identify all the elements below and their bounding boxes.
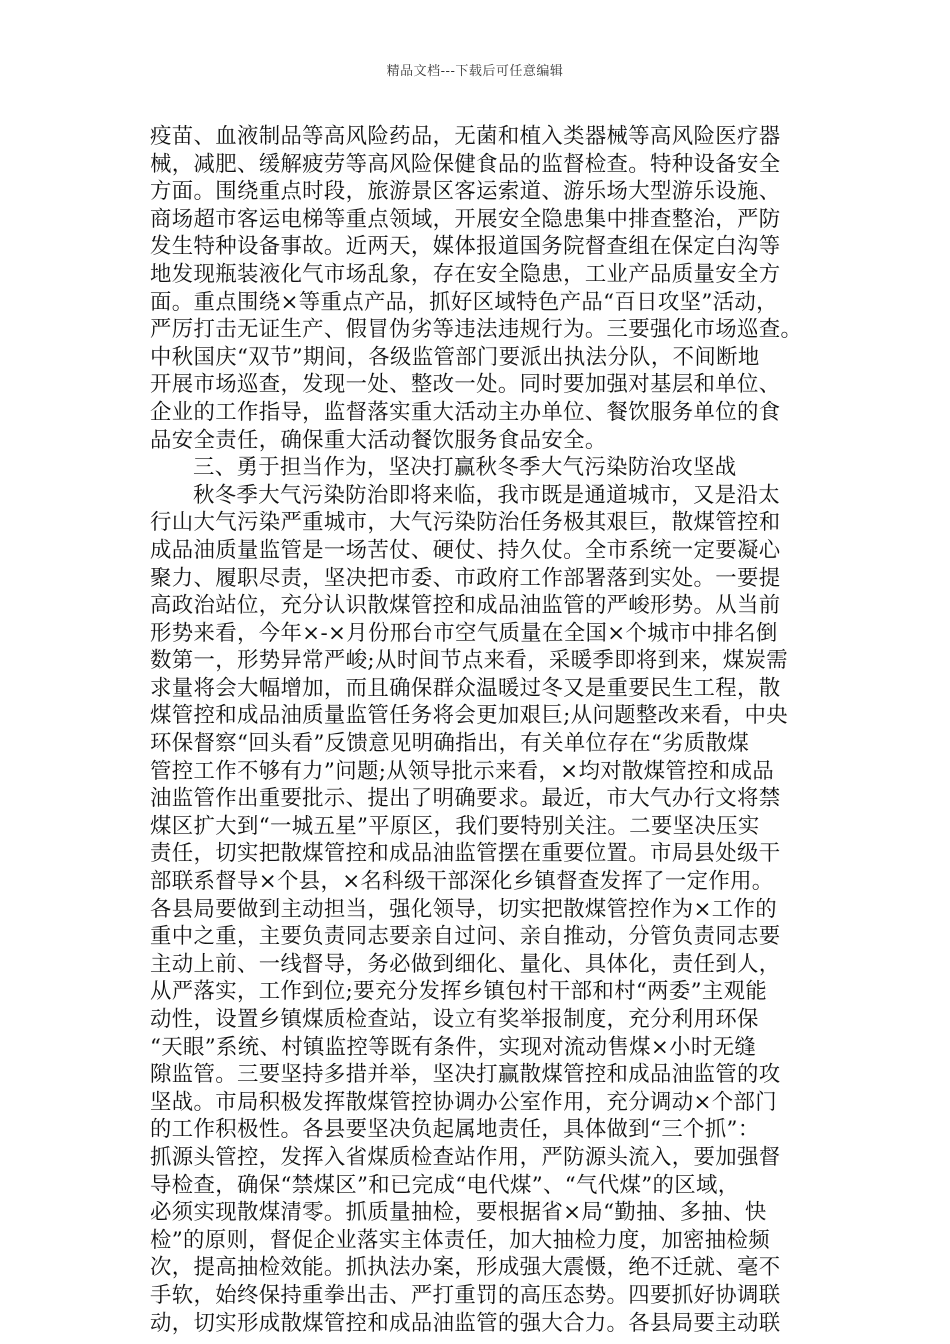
text-line: 主动上前、一线督导，务必做到细化、量化、具体化，责任到人， (150, 951, 781, 977)
text-line: 形势来看，今年×-×月份邢台市空气质量在全国×个城市中排名倒 (150, 620, 778, 646)
text-line: 严厉打击无证生产、假冒伪劣等违法违规行为。三要强化市场巡查。 (150, 317, 803, 343)
text-line: 地发现瓶装液化气市场乱象，存在安全隐患，工业产品质量安全方 (150, 261, 781, 287)
text-line: 中秋国庆“双节”期间，各级监管部门要派出执法分队，不间断地 (150, 344, 760, 370)
text-line: 动，切实形成散煤管控和成品油监管的强大合力。各县局要主动联 (150, 1310, 781, 1336)
text-line: 械，减肥、缓解疲劳等高风险保健食品的监督检查。特种设备安全 (150, 151, 781, 177)
paragraph-start-line: 秋冬季大气污染防治即将来临，我市既是通道城市，又是沿太 (193, 482, 780, 508)
text-line: 成品油质量监管是一场苦仗、硬仗、持久仗。全市系统一定要凝心 (150, 537, 781, 563)
text-line: 隙监管。三要坚持多措并举，坚决打赢散煤管控和成品油监管的攻 (150, 1062, 781, 1088)
text-line: 求量将会大幅增加，而且确保群众温暖过冬又是重要民生工程，散 (150, 675, 781, 701)
text-line: 从严落实，工作到位;要充分发挥乡镇包村干部和村“两委”主观能 (150, 979, 768, 1005)
text-line: 管控工作不够有力”问题;从领导批示来看，×均对散煤管控和成品 (150, 758, 775, 784)
text-line: 重中之重，主要负责同志要亲自过问、亲自推动，分管负责同志要 (150, 924, 781, 950)
text-line: 煤区扩大到“一城五星”平原区，我们要特别关注。二要坚决压实 (150, 813, 760, 839)
text-line: “天眼”系统、村镇监控等既有条件，实现对流动售煤×小时无缝 (150, 1034, 757, 1060)
text-line: 商场超市客运电梯等重点领域，开展安全隐患集中排查整治，严防 (150, 206, 781, 232)
text-line: 高政治站位，充分认识散煤管控和成品油监管的严峻形势。从当前 (150, 593, 781, 619)
text-line: 环保督察“回头看”反馈意见明确指出，有关单位存在“劣质散煤 (150, 731, 750, 757)
text-line: 各县局要做到主动担当，强化领导，切实把散煤管控作为×工作的 (150, 896, 778, 922)
text-line: 次，提高抽检效能。抓执法办案，形成强大震慑，绝不迁就、毫不 (150, 1255, 781, 1281)
document-body (150, 123, 810, 1337)
section-heading: 三、勇于担当作为，坚决打赢秋冬季大气污染防治攻坚战 (193, 455, 737, 481)
text-line: 品安全责任，确保重大活动餐饮服务食品安全。 (150, 427, 607, 453)
text-line: 油监管作出重要批示、提出了明确要求。最近，市大气办行文将禁 (150, 786, 781, 812)
text-line: 必须实现散煤清零。抓质量抽检，要根据省×局“勤抽、多抽、快 (150, 1200, 767, 1226)
text-line: 疫苗、血液制品等高风险药品，无菌和植入类器械等高风险医疗器 (150, 124, 781, 149)
text-line: 检”的原则，督促企业落实主体责任，加大抽检力度，加密抽检频 (150, 1227, 771, 1253)
text-line: 抓源头管控，发挥入省煤质检查站作用，严防源头流入，要加强督 (150, 1144, 781, 1170)
page-header: 精品文档---下载后可任意编辑 (386, 64, 564, 79)
text-line: 方面。围绕重点时段，旅游景区客运索道、游乐场大型游乐设施、 (150, 179, 781, 205)
text-line: 发生特种设备事故。近两天，媒体报道国务院督查组在保定白沟等 (150, 234, 781, 260)
text-line: 面。重点围绕×等重点产品，抓好区域特色产品“百日攻坚”活动， (150, 289, 778, 315)
text-line: 导检查，确保“禁煤区”和已完成“电代煤”、“气代煤”的区域， (150, 1172, 740, 1198)
text-line: 手软，始终保持重拳出击、严打重罚的高压态势。四要抓好协调联 (150, 1282, 781, 1308)
text-line: 的工作积极性。各县要坚决负起属地责任，具体做到“三个抓”： (150, 1117, 760, 1143)
text-line: 煤管控和成品油质量监管任务将会更加艰巨;从问题整改来看，中央 (150, 703, 789, 729)
text-line: 动性，设置乡镇煤质检查站，设立有奖举报制度，充分利用环保 (150, 1007, 759, 1032)
text-line: 坚战。市局积极发挥散煤管控协调办公室作用，充分调动×个部门 (150, 1089, 778, 1115)
text-line: 行山大气污染严重城市，大气污染防治任务极其艰巨，散煤管控和 (150, 510, 781, 536)
text-line: 开展市场巡查，发现一处、整改一处。同时要加强对基层和单位、 (150, 372, 781, 398)
text-line: 数第一，形势异常严峻;从时间节点来看，采暖季即将到来，煤炭需 (150, 648, 789, 674)
text-line: 责任，切实把散煤管控和成品油监管摆在重要位置。市局县处级干 (150, 841, 781, 867)
text-line: 企业的工作指导，监督落实重大活动主办单位、餐饮服务单位的食 (150, 399, 781, 425)
text-line: 部联系督导×个县，×名科级干部深化乡镇督查发挥了一定作用。 (150, 869, 774, 895)
text-line: 聚力、履职尽责，坚决把市委、市政府工作部署落到实处。一要提 (150, 565, 781, 591)
